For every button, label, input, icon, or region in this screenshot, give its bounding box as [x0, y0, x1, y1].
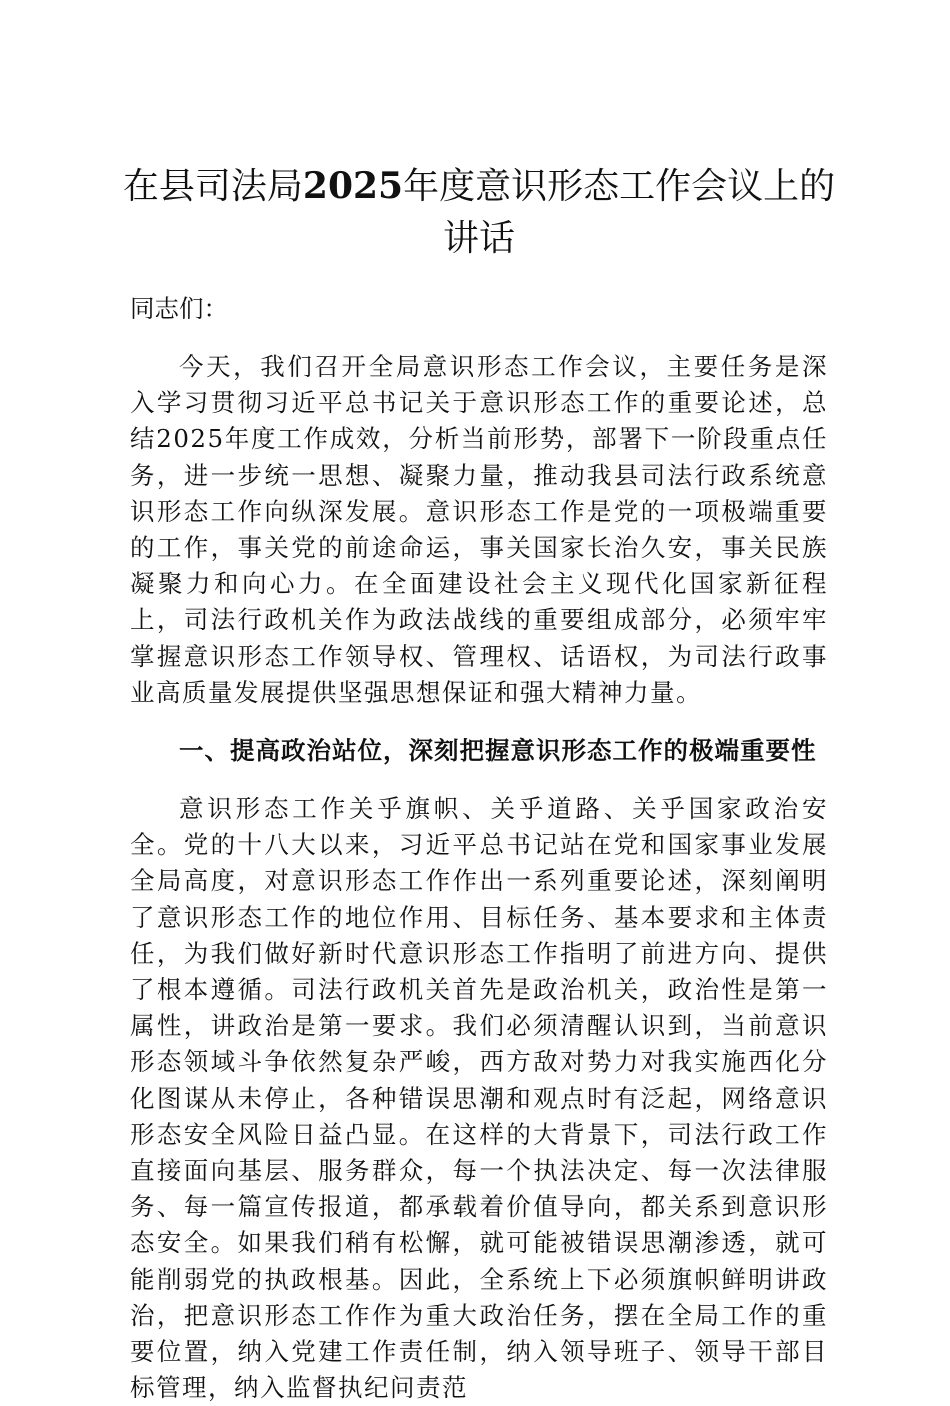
paragraph-section-1: 意识形态工作关乎旗帜、关乎道路、关乎国家政治安全。党的十八大以来，习近平总书记站在党和国家事业发展全局高度，对意识形态工作作出一系列重要论述，深刻阐明了意识形态工作的地位作用、目标任务、基本要求和主体责任，为我们做好新时代意识形态工作指明了前进方向、提供了根本遵循。司法行政机关首先是政治机关，政治性是第一属性，讲政治是第一要求。我们必须清醒认识到，当前意识形态领域斗争依然复杂严峻，西方敌对势力对我实施西化分化图谋从未停止，各种错误思潮和观点时有泛起，网络意识形态安全风险日益凸显。在这样的大背景下，司法行政工作直接面向基层、服务群众，每一个执法决定、每一次法律服务、每一篇宣传报道，都承载着价值导向，都关系到意识形态安全。如果我们稍有松懈，就可能被错误思潮渗透，就可能削弱党的执政根基。因此，全系统上下必须旗帜鲜明讲政治，把意识形态工作作为重大政治任务，摆在全局工作的重要位置，纳入党建工作责任制，纳入领导班子、领导干部目标管理，纳入监督执纪问责范: [130, 794, 828, 1403]
title-year: 2025: [302, 165, 404, 207]
title-suffix: 年度意识形态工作会议上的讲话: [403, 166, 836, 259]
salutation: 同志们：: [130, 294, 228, 323]
document-page: [122, 160, 836, 1406]
title-prefix: 在县司法局: [122, 166, 303, 207]
section-heading-1: 一、提高政治站位，深刻把握意识形态工作的极端重要性: [179, 736, 817, 766]
document-title: [118, 160, 840, 265]
paragraph-intro: 今天，我们召开全局意识形态工作会议，主要任务是深入学习贯彻习近平总书记关于意识形态工作的重要论述，总结2025年度工作成效，分析当前形势，部署下一阶段重点任务，进一步统一思想、凝聚力量，推动我县司法行政系统意识形态工作向纵深发展。意识形态工作是党的一项极端重要的工作，事关党的前途命运，事关国家长治久安，事关民族凝聚力和向心力。在全面建设社会主义现代化国家新征程上，司法行政机关作为政法战线的重要组成部分，必须牢牢掌握意识形态工作领导权、管理权、话语权，为司法行政事业高质量发展提供坚强思想保证和强大精神力量。: [130, 352, 828, 707]
